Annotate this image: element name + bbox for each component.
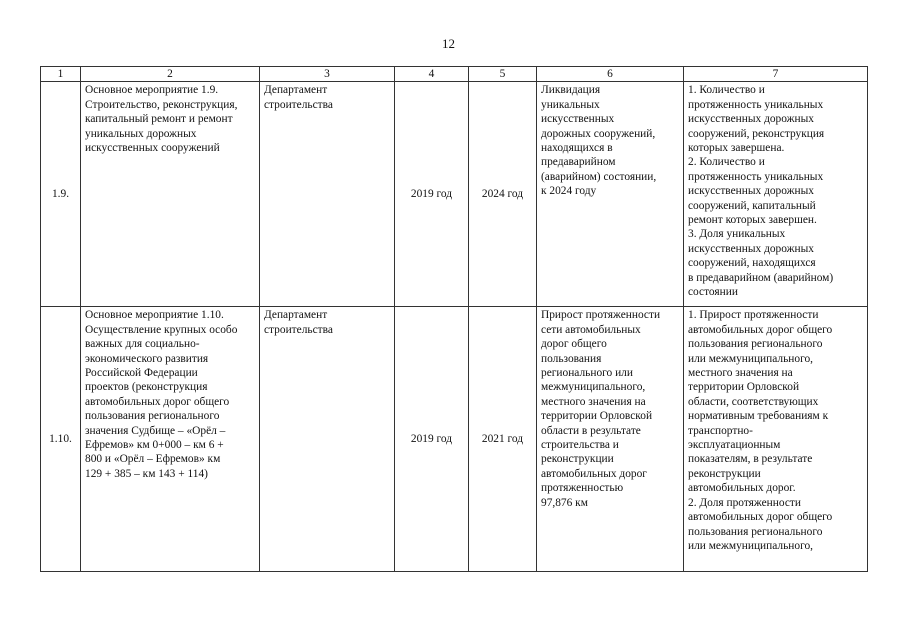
cell-text-line: автомобильных дорог общего <box>688 511 833 524</box>
column-header: 2 <box>81 67 260 82</box>
column-header: 4 <box>395 67 469 82</box>
cell-text-line: Осуществление крупных особо <box>85 323 238 336</box>
cell-text-line: к 2024 году <box>541 185 597 198</box>
row-number: 1.9. <box>41 82 81 307</box>
cell-text-line: 2. Количество и <box>688 156 765 169</box>
cell-text-line: местного значения на <box>541 395 646 408</box>
indicators-cell <box>684 82 868 307</box>
cell-text-line: в предаварийном (аварийном) <box>688 271 834 284</box>
cell-text-line: 800 и «Орёл – Ефремов» км <box>85 453 221 466</box>
executor-cell <box>260 82 395 307</box>
cell-text-line: Ликвидация <box>541 84 601 97</box>
column-header: 1 <box>41 67 81 82</box>
page-number: 12 <box>442 36 455 51</box>
expected-result-cell <box>537 82 684 307</box>
cell-text-line: местного значения на <box>688 367 793 380</box>
start-year-cell: 2019 год <box>395 307 469 572</box>
cell-text-line: транспортно- <box>688 424 753 437</box>
cell-text-line: предаварийном <box>541 156 616 169</box>
cell-text-line: Основное мероприятие 1.10. <box>85 309 224 322</box>
column-header: 3 <box>260 67 395 82</box>
measures-table <box>40 66 868 572</box>
cell-text-line: значения Судбище – «Орёл – <box>85 424 226 437</box>
table-row <box>41 307 868 572</box>
cell-text-line: 1. Количество и <box>688 84 765 97</box>
cell-text-line: пользования регионального <box>688 338 823 351</box>
cell-text-line: или межмуниципального, <box>688 539 813 552</box>
cell-text-line: сооружений, реконструкция <box>688 127 825 140</box>
cell-text-line: Департамент <box>264 309 328 322</box>
cell-text-line: показателям, в результате <box>688 453 813 466</box>
end-year-cell: 2021 год <box>469 307 537 572</box>
table-row <box>41 82 868 307</box>
cell-text-line: важных для социально- <box>85 338 200 351</box>
cell-text-line: автомобильных дорог <box>541 467 647 480</box>
cell-text-line: Основное мероприятие 1.9. <box>85 84 219 97</box>
cell-text-line: которых завершена. <box>688 142 785 155</box>
cell-text-line: Департамент <box>264 84 328 97</box>
column-header: 6 <box>537 67 684 82</box>
cell-text-line: протяженность уникальных <box>688 98 824 111</box>
cell-text-line: территории Орловской <box>688 381 800 394</box>
cell-text-line: строительства <box>264 98 333 111</box>
cell-text-line: пользования регионального <box>688 525 823 538</box>
cell-text-line: нормативным требованиям к <box>688 410 829 423</box>
cell-text-line: сооружений, находящихся <box>688 257 816 270</box>
row-number: 1.10. <box>41 307 81 572</box>
cell-text-line: межмуниципального, <box>541 381 646 394</box>
cell-text-line: реконструкции <box>541 453 614 466</box>
cell-text-line: эксплуатационным <box>688 439 781 452</box>
cell-text-line: сооружений, капитальный <box>688 199 816 212</box>
end-year-cell: 2024 год <box>469 82 537 307</box>
cell-text-line: автомобильных дорог общего <box>85 395 230 408</box>
cell-text-line: находящихся в <box>541 142 613 155</box>
cell-text-line: капитальный ремонт и ремонт <box>85 113 233 126</box>
cell-text-line: пользования регионального <box>85 410 220 423</box>
header-row <box>41 67 868 82</box>
cell-text-line: искусственных сооружений <box>85 142 220 155</box>
cell-text-line: искусственных дорожных <box>688 185 814 198</box>
cell-text-line: области, соответствующих <box>688 395 819 408</box>
cell-text-line: строительства <box>264 323 333 336</box>
cell-text-line: искусственных дорожных <box>688 113 814 126</box>
cell-text-line: 3. Доля уникальных <box>688 228 786 241</box>
cell-text-line: Строительство, реконструкция, <box>85 98 238 111</box>
cell-text-line: сети автомобильных <box>541 323 641 336</box>
cell-text-line: реконструкции <box>688 467 761 480</box>
cell-text-line: территории Орловской <box>541 410 653 423</box>
cell-text-line: (аварийном) состоянии, <box>541 170 657 183</box>
cell-text-line: ремонт которых завершен. <box>688 214 817 227</box>
cell-text-line: или межмуниципального, <box>688 352 813 365</box>
measure-name-cell <box>81 307 260 572</box>
cell-text-line: дорожных сооружений, <box>541 127 656 140</box>
cell-text-line: 129 + 385 – км 143 + 114) <box>85 467 208 480</box>
start-year-cell: 2019 год <box>395 82 469 307</box>
cell-text-line: 2. Доля протяженности <box>688 496 801 509</box>
cell-text-line: протяженность уникальных <box>688 170 824 183</box>
cell-text-line: состоянии <box>688 286 738 299</box>
cell-text-line: Российской Федерации <box>85 367 198 380</box>
cell-text-line: 1. Прирост протяженности <box>688 309 819 322</box>
indicators-cell <box>684 307 868 572</box>
column-header: 5 <box>469 67 537 82</box>
expected-result-cell <box>537 307 684 572</box>
measure-name-cell <box>81 82 260 307</box>
cell-text-line: области в результате <box>541 424 641 437</box>
cell-text-line: строительства и <box>541 439 619 452</box>
cell-text-line: регионального или <box>541 367 633 380</box>
cell-text-line: Ефремов» км 0+000 – км 6 + <box>85 439 224 452</box>
cell-text-line: уникальных дорожных <box>85 127 197 140</box>
cell-text-line: экономического развития <box>85 352 209 365</box>
cell-text-line: протяженностью <box>541 482 624 495</box>
cell-text-line: автомобильных дорог общего <box>688 323 833 336</box>
executor-cell <box>260 307 395 572</box>
cell-text-line: пользования <box>541 352 602 365</box>
cell-text-line: Прирост протяженности <box>541 309 661 322</box>
cell-text-line: проектов (реконструкция <box>85 381 208 394</box>
cell-text-line: уникальных <box>541 98 600 111</box>
cell-text-line: 97,876 км <box>541 496 588 509</box>
column-header: 7 <box>684 67 868 82</box>
cell-text-line: автомобильных дорог. <box>688 482 796 495</box>
cell-text-line: искусственных дорожных <box>688 242 814 255</box>
cell-text-line: дорог общего <box>541 338 607 351</box>
cell-text-line: искусственных <box>541 113 615 126</box>
